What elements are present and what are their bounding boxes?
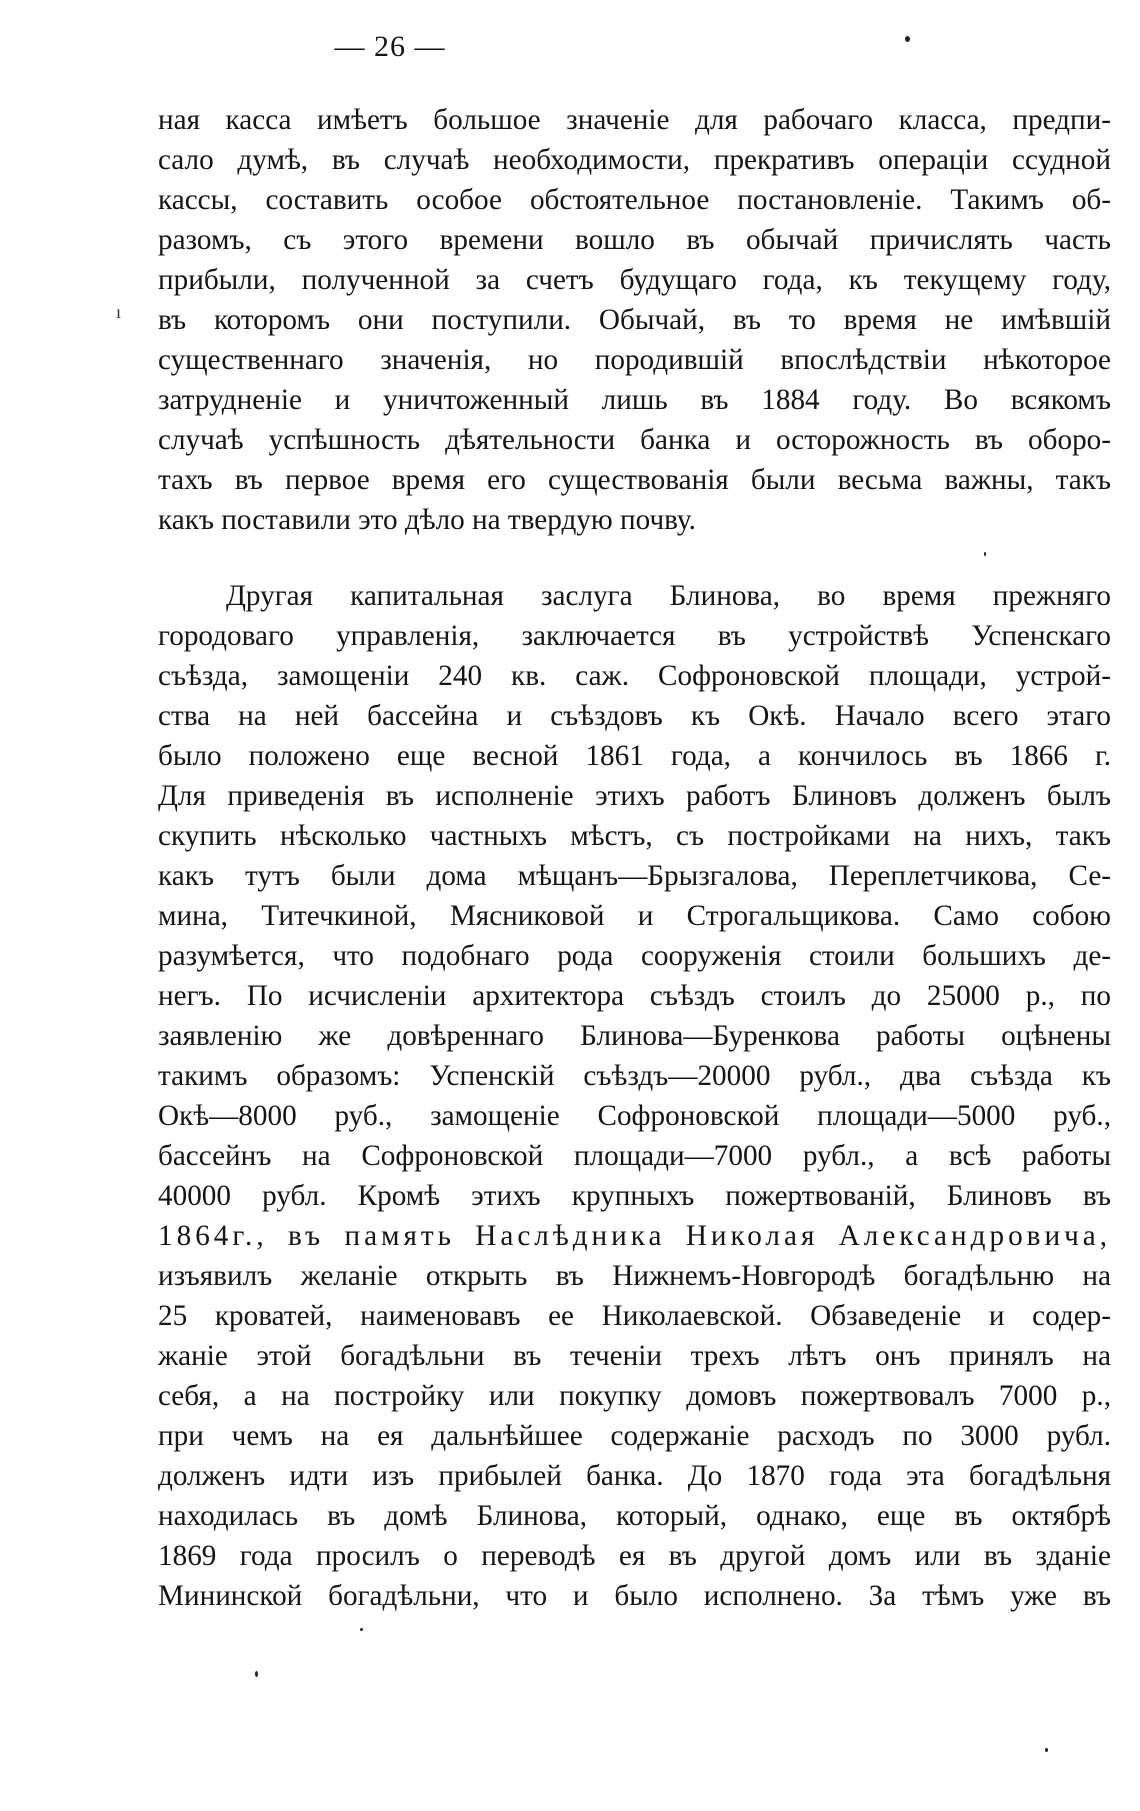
text-line: при чемъ на ея дальнѣйшее содержаніе расходъ по 3000 рубл. (158, 1420, 1111, 1452)
text-line: ная касса имѣетъ большое значеніе для рабочаго класса, предпи- (158, 104, 1111, 136)
text-line: Другая капитальная заслуга Блинова, во время прежняго (226, 580, 1111, 612)
text-line: долженъ идти изъ прибылей банка. До 1870 года эта богадѣльня (158, 1460, 1111, 1492)
scan-speck (905, 36, 910, 42)
text-line: заявленію же довѣреннаго Блинова—Буренкова работы оцѣнены (158, 1020, 1111, 1052)
text-line: прибыли, полученной за счетъ будущаго года, къ текущему году, (158, 264, 1111, 296)
text-line: разумѣется, что подобнаго рода сооруженія стоили большихъ де- (158, 940, 1111, 972)
margin-mark: ı (116, 302, 122, 322)
text-line: 1869 года просилъ о переводѣ ея въ другой домъ или въ зданіе (158, 1540, 1111, 1572)
text-line: какъ поставили это дѣло на твердую почву. (158, 504, 696, 536)
scan-speck (984, 552, 986, 556)
text-line: Для приведенія въ исполненіе этихъ работъ Блиновъ долженъ былъ (158, 780, 1111, 812)
text-line: мина, Титечкиной, Мясниковой и Строгальщикова. Само собою (158, 900, 1111, 932)
text-line: такимъ образомъ: Успенскій съѣздъ—20000 рубл., два съѣзда къ (158, 1060, 1111, 1092)
text-line: 40000 рубл. Кромѣ этихъ крупныхъ пожертвованій, Блиновъ въ (158, 1180, 1111, 1212)
text-line: въ которомъ они поступили. Обычай, въ то время не имѣвшій (158, 304, 1111, 336)
text-line: себя, а на постройку или покупку домовъ пожертвовалъ 7000 р., (158, 1380, 1111, 1412)
text-line: тахъ въ первое время его существованія были весьма важны, такъ (158, 464, 1111, 496)
text-line: находилась въ домѣ Блинова, который, однако, еще въ октябрѣ (158, 1500, 1111, 1532)
text-line: случаѣ успѣшность дѣятельности банка и осторожность въ оборо- (158, 424, 1111, 456)
text-line: существеннаго значенія, но породившій впослѣдствіи нѣкоторое (158, 344, 1111, 376)
text-line: съѣзда, замощеніи 240 кв. саж. Софроновской площади, устрой- (158, 660, 1111, 692)
text-line: 25 кроватей, наименовавъ ее Николаевской. Обзаведеніе и содер- (158, 1300, 1111, 1332)
text-line: какъ тутъ были дома мѣщанъ—Брызгалова, Переплетчикова, Се- (158, 860, 1111, 892)
scan-speck (1045, 1748, 1048, 1752)
text-line: бассейнъ на Софроновской площади—7000 рубл., а всѣ работы (158, 1140, 1111, 1172)
text-line: кассы, составить особое обстоятельное постановленіе. Такимъ об- (158, 184, 1111, 216)
text-line: скупить нѣсколько частныхъ мѣстъ, съ постройками на нихъ, такъ (158, 820, 1111, 852)
paragraph-continuation (158, 100, 1111, 540)
scan-speck (255, 1671, 258, 1677)
text-line: изъявилъ желаніе открыть въ Нижнемъ-Новгородѣ богадѣльню на (158, 1260, 1111, 1292)
scan-speck (360, 1628, 363, 1631)
text-line: Мининской богадѣльни, что и было исполнено. За тѣмъ уже въ (158, 1580, 1111, 1612)
text-line: жаніе этой богадѣльни въ теченіи трехъ лѣтъ онъ принялъ на (158, 1340, 1111, 1372)
text-line: городоваго управленія, заключается въ устройствѣ Успенскаго (158, 620, 1111, 652)
text-line: негъ. По исчисленіи архитектора съѣздъ стоилъ до 25000 р., по (158, 980, 1111, 1012)
text-line: 1864г., въ память Наслѣдника Николая Александровича, (158, 1220, 1111, 1252)
text-line: сало думѣ, въ случаѣ необходимости, прекративъ операціи ссудной (158, 144, 1111, 176)
text-line: разомъ, съ этого времени вошло въ обычай причислять часть (158, 224, 1111, 256)
paragraph-blinov-merits (158, 576, 1111, 1616)
page-number: — 26 — (334, 30, 446, 63)
text-line: ства на ней бассейна и съѣздовъ къ Окѣ. Начало всего этаго (158, 700, 1111, 732)
text-line: Окѣ—8000 руб., замощеніе Софроновской площади—5000 руб., (158, 1100, 1111, 1132)
text-line: затрудненіе и уничтоженный лишь въ 1884 году. Во всякомъ (158, 384, 1111, 416)
text-line: было положено еще весной 1861 года, а кончилось въ 1866 г. (158, 740, 1111, 772)
